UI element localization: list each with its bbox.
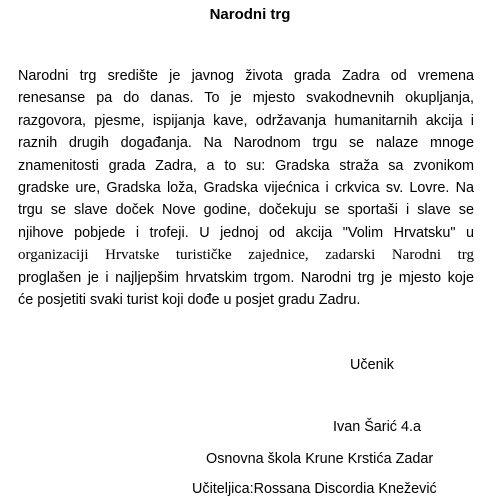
signature-school: Osnovna škola Krune Krstića Zadar <box>206 451 434 467</box>
signature-teacher: Učiteljica:Rossana Discordia Knežević <box>192 481 437 497</box>
document-body <box>18 65 474 311</box>
signature-name: Ivan Šarić 4.a <box>333 419 421 435</box>
body-line: trgu se slave doček Nove godine, dočekuju se sportaši i slave se <box>18 202 474 219</box>
body-line: renesanse pa do danas. To je mjesto svakodnevnih okupljanja, <box>18 90 474 107</box>
document-title: Narodni trg <box>209 6 291 23</box>
signature-role: Učenik <box>350 357 394 373</box>
body-line: razgovora, pjesme, ispijanja kave, održavanja humanitarnih akcija i <box>18 112 474 129</box>
body-line: raznih drugih događanja. Na Narodnom trgu se nalaze mnoge <box>18 135 474 152</box>
body-line: organizaciji Hrvatske turističke zajednice, zadarski Narodni trg <box>18 247 474 264</box>
body-line: proglašen je i najljepšim hrvatskim trgom. Narodni trg je mjesto koje <box>18 269 474 286</box>
body-line: znamenitosti grada Zadra, a to su: Gradska straža sa zvonikom <box>18 157 474 174</box>
body-line: njihove pobjede i trofeji. U jednoj od akcija "Volim Hrvatsku" u <box>18 224 474 241</box>
body-line: gradske ure, Gradska loža, Gradska vijećnica i crkvica sv. Lovre. Na <box>18 180 474 197</box>
body-line: će posjetiti svaki turist koji dođe u posjet gradu Zadru. <box>18 292 361 309</box>
body-line: Narodni trg središte je javnog života grada Zadra od vremena <box>18 68 474 84</box>
